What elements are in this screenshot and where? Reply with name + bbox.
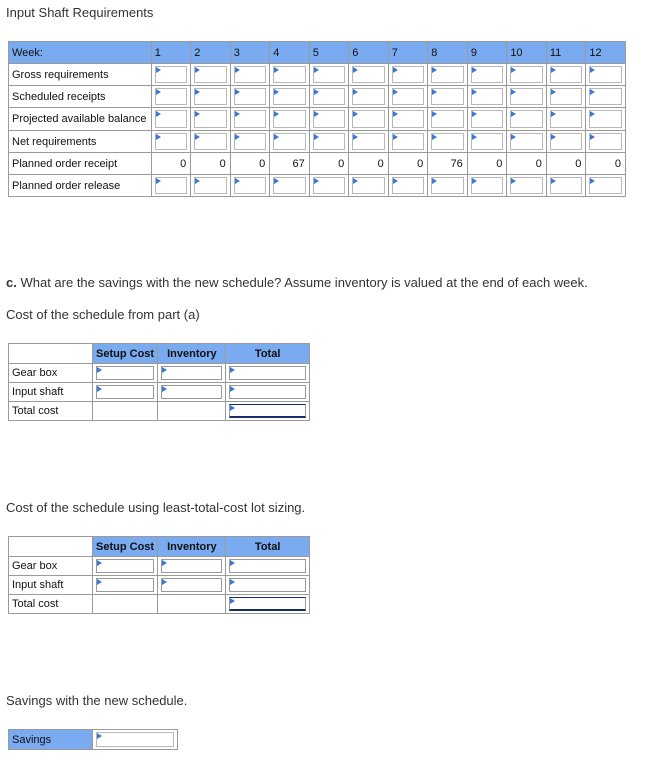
entry-marker-icon [97, 560, 102, 566]
week-7: 7 [388, 42, 428, 64]
planned-receipt-w4: 67 [270, 153, 310, 175]
entry-marker-icon [393, 89, 398, 95]
entry-marker-icon [511, 111, 516, 117]
entry-marker-icon [353, 178, 358, 184]
cost-table-ltc [8, 536, 310, 614]
gear-box-label: Gear box [9, 364, 93, 383]
planned-release-w11-cell [546, 175, 586, 197]
a-shaft-setup-input[interactable] [96, 385, 155, 399]
entry-marker-icon [97, 367, 102, 373]
scheduled-receipts-w6-cell [349, 86, 389, 108]
b-gear-total-input[interactable] [229, 559, 306, 573]
a-total-cost-cell [226, 402, 310, 421]
a-gear-setup-input[interactable] [96, 366, 155, 380]
a-shaft-total-input[interactable] [229, 385, 306, 399]
projected-balance-w7-cell [388, 108, 428, 131]
total-cost-label: Total cost [9, 402, 93, 421]
planned-release-w9-cell [467, 175, 507, 197]
entry-marker-icon [590, 111, 595, 117]
total-header: Total [226, 344, 310, 364]
entry-marker-icon [97, 733, 102, 739]
entry-marker-icon [274, 89, 279, 95]
question-c-marker: c. [6, 275, 17, 290]
projected-balance-label: Projected available balance [9, 108, 152, 131]
planned-receipt-row [9, 153, 626, 175]
week-3: 3 [230, 42, 270, 64]
b-shaft-inventory-input[interactable] [161, 578, 222, 592]
entry-marker-icon [551, 67, 556, 73]
entry-marker-icon [551, 134, 556, 140]
planned-release-label: Planned order release [9, 175, 152, 197]
inventory-header: Inventory [158, 344, 226, 364]
net-requirements-w7-cell [388, 131, 428, 153]
entry-marker-icon [551, 89, 556, 95]
projected-balance-w2-cell [191, 108, 231, 131]
page-title: Input Shaft Requirements [6, 5, 154, 20]
entry-marker-icon [432, 89, 437, 95]
scheduled-receipts-w9-cell [467, 86, 507, 108]
scheduled-receipts-w11-cell [546, 86, 586, 108]
a-shaft-setup-cell [92, 383, 158, 402]
b-gear-inventory-input[interactable] [161, 559, 222, 573]
week-12: 12 [586, 42, 626, 64]
net-requirements-row [9, 131, 626, 153]
entry-marker-icon [230, 405, 235, 411]
cost-ltc-label: Cost of the schedule using least-total-cost lot sizing. [6, 500, 306, 515]
planned-receipt-w3: 0 [230, 153, 270, 175]
a-gear-setup-cell [92, 364, 158, 383]
a-gear-inv-cell [158, 364, 226, 383]
planned-receipt-w1: 0 [151, 153, 191, 175]
planned-release-w7-cell [388, 175, 428, 197]
week-2: 2 [191, 42, 231, 64]
planned-receipt-w7: 0 [388, 153, 428, 175]
projected-balance-w8-cell [428, 108, 468, 131]
entry-marker-icon [353, 67, 358, 73]
entry-marker-icon [195, 134, 200, 140]
week-1: 1 [151, 42, 191, 64]
entry-marker-icon [195, 178, 200, 184]
entry-marker-icon [274, 111, 279, 117]
b-shaft-total-input[interactable] [229, 578, 306, 592]
scheduled-receipts-w5-cell [309, 86, 349, 108]
entry-marker-icon [235, 67, 240, 73]
gross-requirements-w1-cell [151, 64, 191, 86]
scheduled-receipts-w3-cell [230, 86, 270, 108]
entry-marker-icon [314, 178, 319, 184]
a-gear-total-input[interactable] [229, 366, 306, 380]
projected-balance-w10-cell [507, 108, 547, 131]
week-5: 5 [309, 42, 349, 64]
net-requirements-w5-cell [309, 131, 349, 153]
planned-release-w5-cell [309, 175, 349, 197]
entry-marker-icon [590, 67, 595, 73]
gross-requirements-w8-cell [428, 64, 468, 86]
projected-balance-w5-cell [309, 108, 349, 131]
net-requirements-w12-cell [586, 131, 626, 153]
week-9: 9 [467, 42, 507, 64]
net-requirements-w4-cell [270, 131, 310, 153]
net-requirements-w6-cell [349, 131, 389, 153]
entry-marker-icon [230, 367, 235, 373]
entry-marker-icon [432, 134, 437, 140]
planned-release-w3-cell [230, 175, 270, 197]
entry-marker-icon [230, 560, 235, 566]
projected-balance-row [9, 108, 626, 131]
entry-marker-icon [393, 67, 398, 73]
net-requirements-w10-cell [507, 131, 547, 153]
entry-marker-icon [314, 134, 319, 140]
planned-release-w8-cell [428, 175, 468, 197]
b-total-cost-input[interactable] [229, 597, 306, 611]
entry-marker-icon [511, 89, 516, 95]
total-header: Total [226, 537, 310, 557]
entry-marker-icon [432, 67, 437, 73]
entry-marker-icon [590, 89, 595, 95]
entry-marker-icon [195, 111, 200, 117]
b-shaft-setup-cell [92, 576, 158, 595]
b-shaft-total-cell [226, 576, 310, 595]
entry-marker-icon [230, 579, 235, 585]
entry-marker-icon [162, 560, 167, 566]
scheduled-receipts-w8-cell [428, 86, 468, 108]
entry-marker-icon [195, 67, 200, 73]
entry-marker-icon [274, 67, 279, 73]
savings-input[interactable] [96, 732, 174, 747]
projected-balance-w11-cell [546, 108, 586, 131]
gross-requirements-w9-cell [467, 64, 507, 86]
scheduled-receipts-w2-cell [191, 86, 231, 108]
inventory-header: Inventory [158, 537, 226, 557]
projected-balance-w12-cell [586, 108, 626, 131]
cost-part-a-label: Cost of the schedule from part (a) [6, 307, 200, 322]
entry-marker-icon [353, 134, 358, 140]
projected-balance-w4-cell [270, 108, 310, 131]
net-requirements-label: Net requirements [9, 131, 152, 153]
entry-marker-icon [472, 178, 477, 184]
a-gear-total-cell [226, 364, 310, 383]
week-label: Week: [9, 42, 152, 64]
savings-cell [92, 730, 177, 750]
planned-receipt-w11: 0 [546, 153, 586, 175]
entry-marker-icon [195, 89, 200, 95]
planned-release-w6-cell [349, 175, 389, 197]
b-gear-total-cell [226, 557, 310, 576]
week-header-row [9, 42, 626, 64]
a-total-cost-input[interactable] [229, 404, 306, 418]
net-requirements-w3-cell [230, 131, 270, 153]
week-6: 6 [349, 42, 389, 64]
scheduled-receipts-w4-cell [270, 86, 310, 108]
planned-receipt-label: Planned order receipt [9, 153, 152, 175]
b-blank-inventory [158, 595, 226, 614]
entry-marker-icon [393, 111, 398, 117]
requirements-table [8, 41, 626, 197]
gross-requirements-w6-cell [349, 64, 389, 86]
b-blank-setup [92, 595, 158, 614]
a-gear-inventory-input[interactable] [161, 366, 222, 380]
planned-receipt-w10: 0 [507, 153, 547, 175]
entry-marker-icon [472, 111, 477, 117]
planned-release-w12-cell [586, 175, 626, 197]
corner-cell [9, 344, 93, 364]
planned-release-w10-cell [507, 175, 547, 197]
a-shaft-inventory-input[interactable] [161, 385, 222, 399]
scheduled-receipts-w1-cell [151, 86, 191, 108]
b-shaft-setup-input[interactable] [96, 578, 155, 592]
week-11: 11 [546, 42, 586, 64]
entry-marker-icon [235, 89, 240, 95]
projected-balance-w3-cell [230, 108, 270, 131]
entry-marker-icon [551, 178, 556, 184]
cost-table-part-a [8, 343, 310, 421]
scheduled-receipts-row [9, 86, 626, 108]
week-10: 10 [507, 42, 547, 64]
entry-marker-icon [432, 111, 437, 117]
planned-receipt-w5: 0 [309, 153, 349, 175]
entry-marker-icon [156, 111, 161, 117]
gear-box-label: Gear box [9, 557, 93, 576]
entry-marker-icon [393, 178, 398, 184]
savings-text: Savings with the new schedule. [6, 693, 188, 708]
entry-marker-icon [162, 579, 167, 585]
entry-marker-icon [590, 178, 595, 184]
entry-marker-icon [551, 111, 556, 117]
projected-balance-w9-cell [467, 108, 507, 131]
b-gear-inv-cell [158, 557, 226, 576]
planned-receipt-w12: 0 [586, 153, 626, 175]
projected-balance-w6-cell [349, 108, 389, 131]
gross-requirements-label: Gross requirements [9, 64, 152, 86]
entry-marker-icon [432, 178, 437, 184]
question-c-text: What are the savings with the new schedule? Assume inventory is valued at the end of each week. [20, 275, 588, 290]
net-requirements-w1-cell [151, 131, 191, 153]
entry-marker-icon [235, 178, 240, 184]
entry-marker-icon [511, 178, 516, 184]
scheduled-receipts-w10-cell [507, 86, 547, 108]
gross-requirements-w7-cell [388, 64, 428, 86]
net-requirements-w11-cell [546, 131, 586, 153]
planned-release-w4-cell [270, 175, 310, 197]
a-shaft-total-cell [226, 383, 310, 402]
net-requirements-w8-cell [428, 131, 468, 153]
entry-marker-icon [156, 134, 161, 140]
entry-marker-icon [230, 386, 235, 392]
entry-marker-icon [472, 134, 477, 140]
entry-marker-icon [511, 67, 516, 73]
entry-marker-icon [162, 367, 167, 373]
entry-marker-icon [314, 67, 319, 73]
question-c [6, 275, 588, 290]
planned-release-w1-cell [151, 175, 191, 197]
entry-marker-icon [97, 386, 102, 392]
entry-marker-icon [472, 67, 477, 73]
gross-requirements-row [9, 64, 626, 86]
input-shaft-label: Input shaft [9, 576, 93, 595]
entry-marker-icon [274, 178, 279, 184]
entry-marker-icon [156, 67, 161, 73]
input-shaft-label: Input shaft [9, 383, 93, 402]
entry-marker-icon [230, 598, 235, 604]
gross-requirements-w11-cell [546, 64, 586, 86]
total-cost-label: Total cost [9, 595, 93, 614]
entry-marker-icon [162, 386, 167, 392]
projected-balance-w1-cell [151, 108, 191, 131]
week-4: 4 [270, 42, 310, 64]
a-blank-inventory [158, 402, 226, 421]
planned-release-w2-cell [191, 175, 231, 197]
net-requirements-w9-cell [467, 131, 507, 153]
entry-marker-icon [511, 134, 516, 140]
entry-marker-icon [97, 579, 102, 585]
scheduled-receipts-w12-cell [586, 86, 626, 108]
entry-marker-icon [353, 111, 358, 117]
gross-requirements-w10-cell [507, 64, 547, 86]
entry-marker-icon [472, 89, 477, 95]
entry-marker-icon [274, 134, 279, 140]
week-8: 8 [428, 42, 468, 64]
setup-cost-header: Setup Cost [92, 537, 158, 557]
entry-marker-icon [314, 89, 319, 95]
a-blank-setup [92, 402, 158, 421]
b-gear-setup-input[interactable] [96, 559, 155, 573]
b-total-cost-cell [226, 595, 310, 614]
entry-marker-icon [156, 178, 161, 184]
entry-marker-icon [235, 111, 240, 117]
a-shaft-inv-cell [158, 383, 226, 402]
entry-marker-icon [393, 134, 398, 140]
planned-receipt-w6: 0 [349, 153, 389, 175]
gross-requirements-w2-cell [191, 64, 231, 86]
entry-marker-icon [156, 89, 161, 95]
planned-receipt-w9: 0 [467, 153, 507, 175]
gross-requirements-w5-cell [309, 64, 349, 86]
planned-receipt-w2: 0 [191, 153, 231, 175]
savings-table [8, 729, 178, 750]
entry-marker-icon [590, 134, 595, 140]
setup-cost-header: Setup Cost [92, 344, 158, 364]
corner-cell [9, 537, 93, 557]
entry-marker-icon [353, 89, 358, 95]
scheduled-receipts-w7-cell [388, 86, 428, 108]
net-requirements-w2-cell [191, 131, 231, 153]
gross-requirements-w3-cell [230, 64, 270, 86]
planned-release-row [9, 175, 626, 197]
gross-requirements-w12-cell [586, 64, 626, 86]
scheduled-receipts-label: Scheduled receipts [9, 86, 152, 108]
entry-marker-icon [235, 134, 240, 140]
b-gear-setup-cell [92, 557, 158, 576]
b-shaft-inv-cell [158, 576, 226, 595]
planned-receipt-w8: 76 [428, 153, 468, 175]
entry-marker-icon [314, 111, 319, 117]
gross-requirements-w4-cell [270, 64, 310, 86]
savings-label: Savings [9, 730, 93, 750]
